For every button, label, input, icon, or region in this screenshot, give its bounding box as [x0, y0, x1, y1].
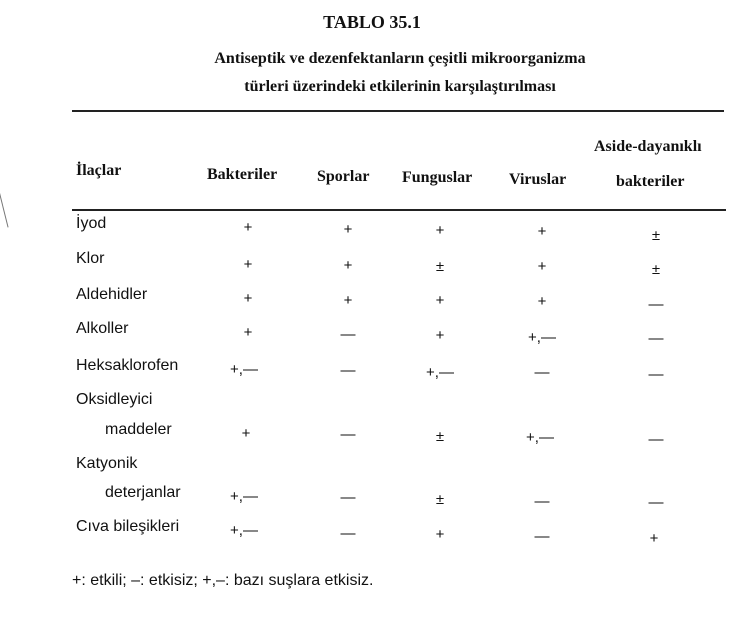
cell-spores: —	[340, 362, 356, 379]
column-header-drugs: İlaçlar	[76, 162, 122, 179]
cell-viruses: +,—	[528, 329, 556, 346]
row-label: Alkoller	[76, 320, 129, 337]
cell-bacteria: +	[243, 324, 253, 341]
cell-acid-fast: —	[648, 431, 664, 448]
column-header-bacteria: Bakteriler	[207, 166, 278, 183]
header-rule	[72, 209, 726, 211]
column-header-spores: Sporlar	[317, 168, 370, 185]
table-footnote: +: etkili; –: etkisiz; +,–: bazı suşlara etkisiz.	[72, 572, 374, 589]
cell-bacteria: +,—	[230, 361, 258, 378]
cell-bacteria: +,—	[230, 488, 258, 505]
cell-spores: +	[343, 221, 353, 238]
cell-viruses: —	[534, 528, 550, 545]
top-rule	[72, 110, 724, 112]
cell-bacteria: +	[243, 256, 253, 273]
row-label: Klor	[76, 250, 105, 267]
cell-acid-fast: —	[648, 330, 664, 347]
cell-spores: +	[343, 257, 353, 274]
row-label-line-1: Oksidleyici	[76, 391, 153, 408]
row-label-line-2: deterjanlar	[105, 484, 181, 501]
row-label: Aldehidler	[76, 286, 148, 303]
scan-edge-mark	[0, 183, 9, 228]
cell-fungi: ±	[435, 258, 445, 275]
cell-acid-fast: —	[648, 366, 664, 383]
column-header-viruses: Viruslar	[509, 171, 567, 188]
cell-bacteria: +	[243, 219, 253, 236]
cell-fungi: +,—	[426, 364, 454, 381]
cell-fungi: +	[435, 526, 445, 543]
row-label: İyod	[76, 215, 107, 232]
cell-viruses: +,—	[526, 429, 554, 446]
cell-bacteria: +,—	[230, 522, 258, 539]
cell-fungi: +	[435, 292, 445, 309]
row-label-line-2: maddeler	[105, 421, 172, 438]
cell-acid-fast: ±	[651, 227, 661, 244]
cell-spores: —	[340, 326, 356, 343]
cell-acid-fast: +	[649, 530, 659, 547]
cell-viruses: —	[534, 493, 550, 510]
row-label: Heksaklorofen	[76, 357, 179, 374]
cell-bacteria: +	[243, 290, 253, 307]
cell-bacteria: +	[241, 425, 251, 442]
cell-spores: +	[343, 292, 353, 309]
cell-acid-fast: —	[648, 494, 664, 511]
cell-viruses: —	[534, 364, 550, 381]
column-header-fungi: Funguslar	[402, 169, 473, 186]
column-header-acid-fast-line-2: bakteriler	[616, 173, 685, 190]
cell-acid-fast: —	[648, 296, 664, 313]
cell-fungi: +	[435, 222, 445, 239]
cell-fungi: +	[435, 327, 445, 344]
cell-viruses: +	[537, 293, 547, 310]
cell-spores: —	[340, 525, 356, 542]
table-number: TABLO 35.1	[323, 12, 421, 32]
table-caption-line-1: Antiseptik ve dezenfektanların çeşitli mikroorganizma	[214, 50, 586, 67]
cell-viruses: +	[537, 258, 547, 275]
cell-spores: —	[340, 489, 356, 506]
cell-fungi: ±	[435, 428, 445, 445]
cell-viruses: +	[537, 223, 547, 240]
row-label: Cıva bileşikleri	[76, 518, 180, 535]
cell-spores: —	[340, 426, 356, 443]
table-caption-line-2: türleri üzerindeki etkilerinin karşılaştırılması	[244, 78, 556, 95]
row-label-line-1: Katyonik	[76, 455, 138, 472]
cell-fungi: ±	[435, 491, 445, 508]
cell-acid-fast: ±	[651, 261, 661, 278]
column-header-acid-fast-line-1: Aside-dayanıklı	[594, 138, 702, 155]
